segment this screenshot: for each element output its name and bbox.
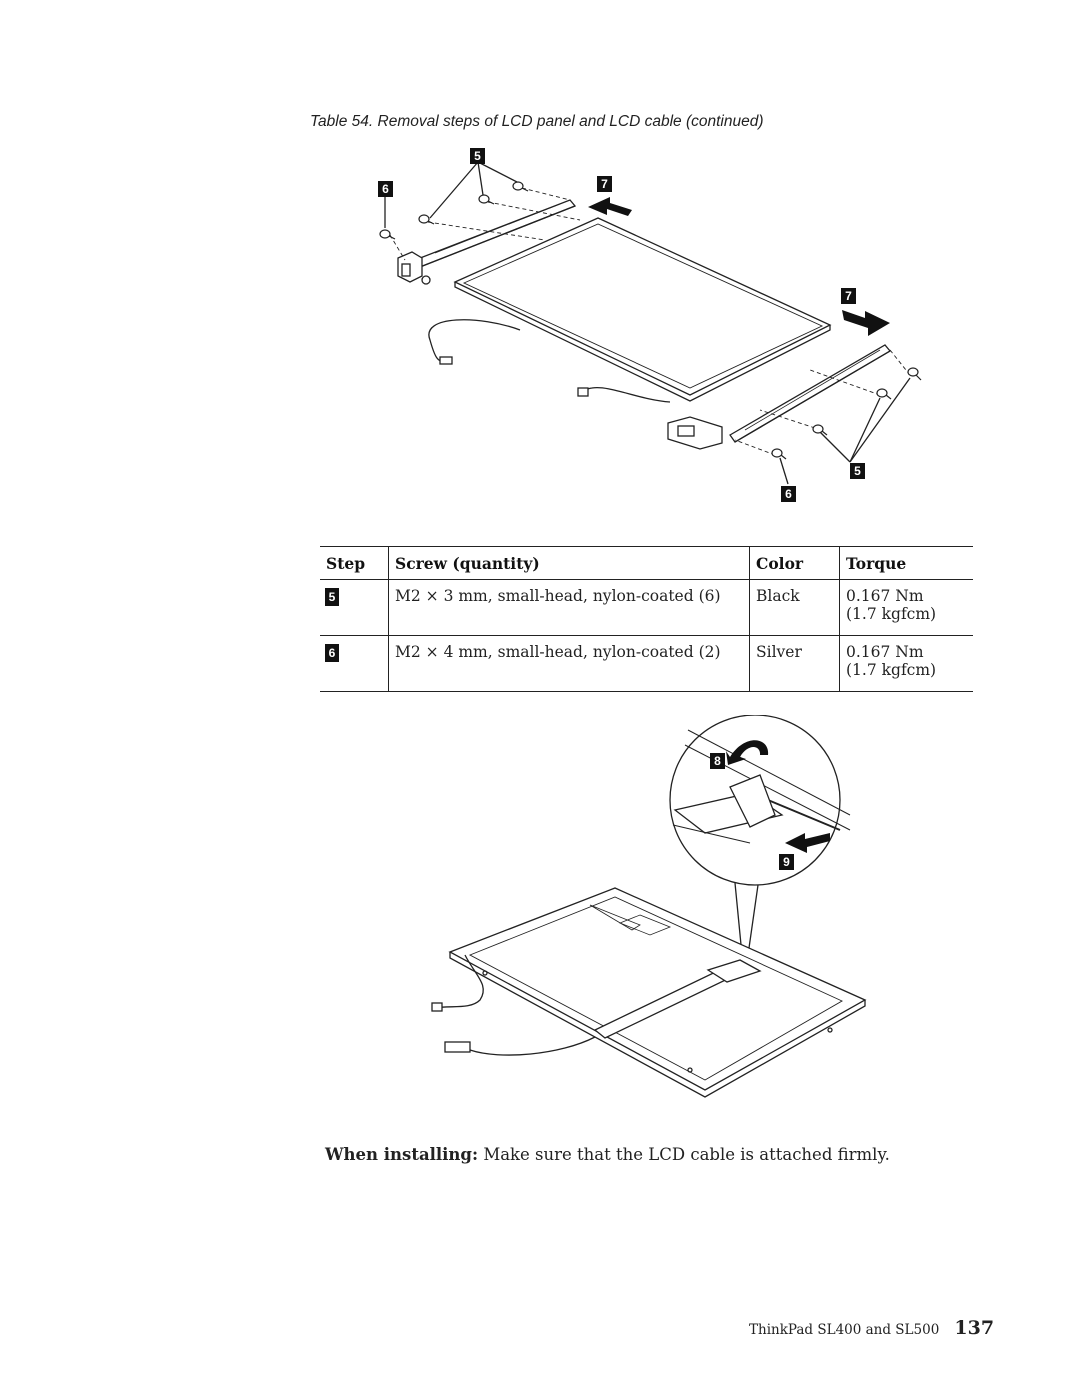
installation-note-text: Make sure that the LCD cable is attached firmly. (483, 1145, 890, 1164)
page-number: 137 (954, 1317, 995, 1339)
lcd-cable-diagram (430, 715, 875, 1135)
screw-icon (380, 230, 395, 239)
book-title: ThinkPad SL400 and SL500 (749, 1322, 940, 1338)
screw-cell: M2 × 4 mm, small-head, nylon-coated (2) (389, 636, 750, 692)
table-caption: Table 54. Removal steps of LCD panel and LCD cable (continued) (310, 113, 764, 130)
callout-6-bottom: 6 (781, 486, 796, 502)
screw-icon (813, 425, 827, 435)
installation-note (325, 1145, 890, 1164)
left-arrow-icon (588, 197, 632, 216)
torque-nm: 0.167 Nm (846, 587, 924, 605)
table-row (320, 580, 973, 636)
header-torque: Torque (840, 547, 974, 580)
color-cell: Silver (750, 636, 840, 692)
callout-5-bottom: 5 (850, 463, 865, 479)
screw-icon (772, 449, 786, 459)
screw-icon (877, 389, 891, 399)
callout-7-right: 7 (841, 288, 856, 304)
right-arrow-icon (842, 310, 890, 336)
header-color: Color (750, 547, 840, 580)
step-badge: 5 (325, 588, 339, 606)
torque-cell (840, 580, 974, 636)
callout-6-left: 6 (378, 181, 393, 197)
screw-cell: M2 × 3 mm, small-head, nylon-coated (6) (389, 580, 750, 636)
header-screw: Screw (quantity) (389, 547, 750, 580)
torque-kgfcm: (1.7 kgfcm) (846, 605, 937, 623)
color-cell: Black (750, 580, 840, 636)
torque-kgfcm: (1.7 kgfcm) (846, 661, 937, 679)
torque-nm: 0.167 Nm (846, 643, 924, 661)
torque-cell (840, 636, 974, 692)
lcd-cable-removal-figure (430, 715, 875, 1135)
lcd-panel-removal-figure (360, 140, 940, 520)
table-row (320, 636, 973, 692)
installation-note-label: When installing: (325, 1145, 479, 1164)
table-header-row (320, 547, 973, 580)
callout-8: 8 (710, 753, 725, 769)
lcd-back-panel (450, 888, 865, 1090)
header-step: Step (320, 547, 389, 580)
callout-9: 9 (779, 854, 794, 870)
callout-5-top: 5 (470, 148, 485, 164)
callout-7-top: 7 (597, 176, 612, 192)
screw-icon (513, 182, 528, 191)
screw-table (320, 546, 973, 692)
screw-icon (479, 195, 494, 204)
step-badge: 6 (325, 644, 339, 662)
page-footer (749, 1317, 994, 1339)
